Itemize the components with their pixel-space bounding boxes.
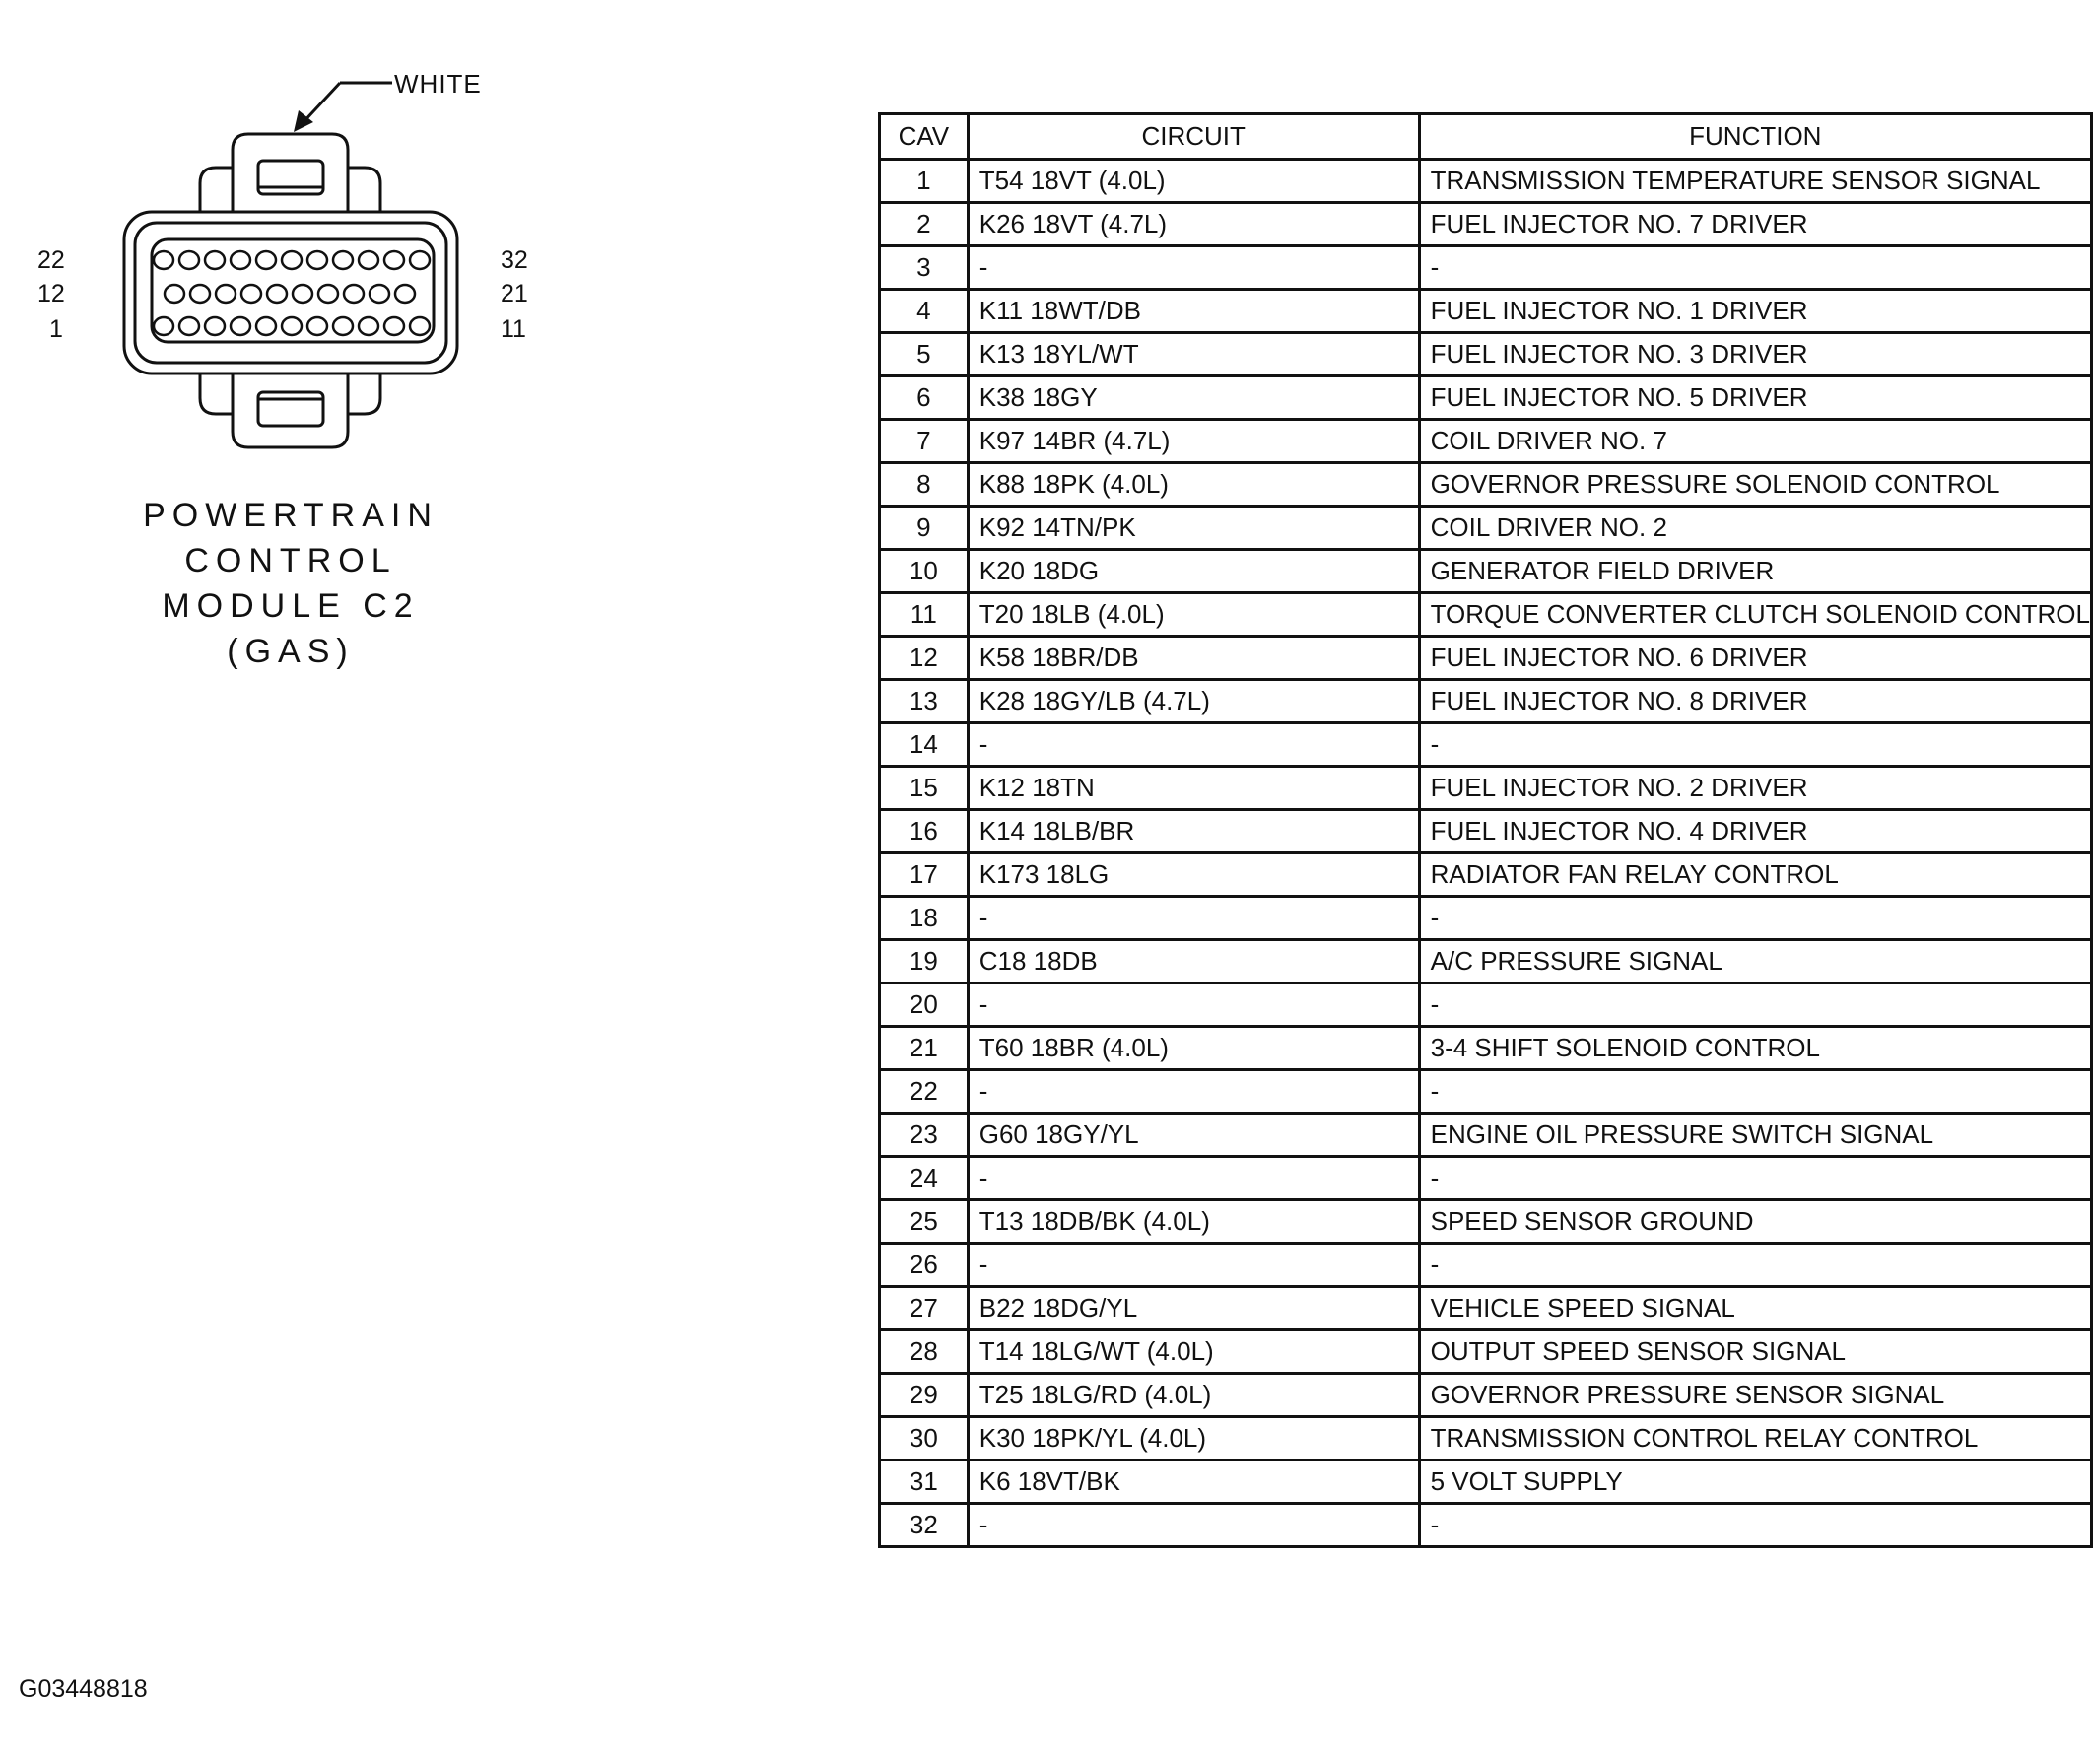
cav-cell: 3 xyxy=(880,246,969,290)
function-cell: - xyxy=(1419,1244,2091,1287)
cav-cell: 27 xyxy=(880,1287,969,1330)
function-cell: - xyxy=(1419,1504,2091,1547)
table-row xyxy=(880,376,2092,420)
table-row xyxy=(880,550,2092,593)
circuit-cell: - xyxy=(968,984,1419,1027)
function-cell: 5 VOLT SUPPLY xyxy=(1419,1460,2091,1504)
cavity-hole xyxy=(344,285,364,303)
function-cell: ENGINE OIL PRESSURE SWITCH SIGNAL xyxy=(1419,1114,2091,1157)
cav-cell: 15 xyxy=(880,767,969,810)
circuit-cell: T60 18BR (4.0L) xyxy=(968,1027,1419,1070)
table-row xyxy=(880,940,2092,984)
circuit-cell: C18 18DB xyxy=(968,940,1419,984)
pinout-table xyxy=(878,112,2093,1548)
cavity-hole xyxy=(282,317,302,335)
cav-cell: 22 xyxy=(880,1070,969,1114)
cavity-hole xyxy=(333,317,353,335)
cav-cell: 11 xyxy=(880,593,969,637)
function-cell: - xyxy=(1419,897,2091,940)
top-latch xyxy=(233,134,348,212)
table-row xyxy=(880,1504,2092,1547)
table-row xyxy=(880,767,2092,810)
function-cell: GENERATOR FIELD DRIVER xyxy=(1419,550,2091,593)
function-cell: TRANSMISSION TEMPERATURE SENSOR SIGNAL xyxy=(1419,160,2091,203)
table-row xyxy=(880,507,2092,550)
cavity-hole xyxy=(154,251,173,269)
cav-cell: 12 xyxy=(880,637,969,680)
function-cell: TORQUE CONVERTER CLUTCH SOLENOID CONTROL xyxy=(1419,593,2091,637)
circuit-cell: K11 18WT/DB xyxy=(968,290,1419,333)
circuit-cell: K88 18PK (4.0L) xyxy=(968,463,1419,507)
circuit-cell: K20 18DG xyxy=(968,550,1419,593)
cavity-hole xyxy=(307,317,327,335)
cav-cell: 6 xyxy=(880,376,969,420)
cav-cell: 26 xyxy=(880,1244,969,1287)
title-line-3: MODULE C2 xyxy=(162,587,420,625)
cav-cell: 23 xyxy=(880,1114,969,1157)
table-row xyxy=(880,853,2092,897)
function-cell: - xyxy=(1419,1070,2091,1114)
cavity-hole xyxy=(267,285,287,303)
title-line-4: (GAS) xyxy=(227,633,355,670)
function-cell: COIL DRIVER NO. 7 xyxy=(1419,420,2091,463)
function-cell: - xyxy=(1419,984,2091,1027)
circuit-cell: T20 18LB (4.0L) xyxy=(968,593,1419,637)
cav-cell: 10 xyxy=(880,550,969,593)
cavity-hole xyxy=(395,285,415,303)
cavity-hole xyxy=(333,251,353,269)
cav-cell: 25 xyxy=(880,1200,969,1244)
circuit-cell: K58 18BR/DB xyxy=(968,637,1419,680)
cav-cell: 32 xyxy=(880,1504,969,1547)
table-row xyxy=(880,1417,2092,1460)
cav-cell: 14 xyxy=(880,723,969,767)
header-function: FUNCTION xyxy=(1419,114,2091,160)
cav-cell: 7 xyxy=(880,420,969,463)
function-cell: GOVERNOR PRESSURE SOLENOID CONTROL xyxy=(1419,463,2091,507)
table-row xyxy=(880,333,2092,376)
cavity-hole xyxy=(216,285,236,303)
cav-cell: 29 xyxy=(880,1374,969,1417)
cav-cell: 19 xyxy=(880,940,969,984)
function-cell: FUEL INJECTOR NO. 7 DRIVER xyxy=(1419,203,2091,246)
cav-cell: 1 xyxy=(880,160,969,203)
table-row xyxy=(880,463,2092,507)
title-line-1: POWERTRAIN xyxy=(143,497,439,534)
cav-cell: 2 xyxy=(880,203,969,246)
table-row xyxy=(880,637,2092,680)
row-label-right-bottom: 11 xyxy=(501,315,526,343)
function-cell: GOVERNOR PRESSURE SENSOR SIGNAL xyxy=(1419,1374,2091,1417)
function-cell: TRANSMISSION CONTROL RELAY CONTROL xyxy=(1419,1417,2091,1460)
connector-body xyxy=(124,212,457,373)
function-cell: FUEL INJECTOR NO. 4 DRIVER xyxy=(1419,810,2091,853)
function-cell: OUTPUT SPEED SENSOR SIGNAL xyxy=(1419,1330,2091,1374)
circuit-cell: T25 18LG/RD (4.0L) xyxy=(968,1374,1419,1417)
table-row xyxy=(880,1157,2092,1200)
table-row xyxy=(880,246,2092,290)
function-cell: - xyxy=(1419,723,2091,767)
table-row xyxy=(880,420,2092,463)
cav-cell: 4 xyxy=(880,290,969,333)
function-cell: RADIATOR FAN RELAY CONTROL xyxy=(1419,853,2091,897)
row-label-left-middle: 12 xyxy=(37,280,65,307)
table-row xyxy=(880,1070,2092,1114)
table-row xyxy=(880,290,2092,333)
table-row xyxy=(880,897,2092,940)
cavity-hole xyxy=(384,317,404,335)
table-row xyxy=(880,1200,2092,1244)
function-cell: FUEL INJECTOR NO. 8 DRIVER xyxy=(1419,680,2091,723)
circuit-cell: B22 18DG/YL xyxy=(968,1287,1419,1330)
cavity-hole xyxy=(293,285,312,303)
callout-label: WHITE xyxy=(394,69,482,99)
table-row xyxy=(880,984,2092,1027)
cav-cell: 20 xyxy=(880,984,969,1027)
table-row xyxy=(880,1027,2092,1070)
cav-cell: 21 xyxy=(880,1027,969,1070)
cav-cell: 31 xyxy=(880,1460,969,1504)
cavity-hole xyxy=(205,317,225,335)
cav-cell: 24 xyxy=(880,1157,969,1200)
function-cell: FUEL INJECTOR NO. 5 DRIVER xyxy=(1419,376,2091,420)
circuit-cell: K28 18GY/LB (4.7L) xyxy=(968,680,1419,723)
table-row xyxy=(880,1244,2092,1287)
table-row xyxy=(880,1114,2092,1157)
circuit-cell: G60 18GY/YL xyxy=(968,1114,1419,1157)
cavity-hole xyxy=(359,317,378,335)
circuit-cell: T54 18VT (4.0L) xyxy=(968,160,1419,203)
cavity-hole xyxy=(231,251,250,269)
cavity-hole xyxy=(384,251,404,269)
cavity-hole xyxy=(318,285,338,303)
cavity-hole xyxy=(205,251,225,269)
function-cell: FUEL INJECTOR NO. 6 DRIVER xyxy=(1419,637,2091,680)
bottom-latch xyxy=(233,373,348,447)
circuit-cell: - xyxy=(968,1504,1419,1547)
cavity-hole xyxy=(282,251,302,269)
cav-cell: 18 xyxy=(880,897,969,940)
cavity-hole xyxy=(370,285,389,303)
cavity-hole xyxy=(410,317,430,335)
circuit-cell: T14 18LG/WT (4.0L) xyxy=(968,1330,1419,1374)
function-cell: SPEED SENSOR GROUND xyxy=(1419,1200,2091,1244)
cavity-hole xyxy=(256,251,276,269)
cavity-hole xyxy=(190,285,210,303)
circuit-cell: T13 18DB/BK (4.0L) xyxy=(968,1200,1419,1244)
circuit-cell: K173 18LG xyxy=(968,853,1419,897)
cav-cell: 13 xyxy=(880,680,969,723)
title-line-2: CONTROL xyxy=(184,542,397,579)
cavity-hole xyxy=(179,251,199,269)
circuit-cell: K97 14BR (4.7L) xyxy=(968,420,1419,463)
cavity-hole xyxy=(307,251,327,269)
cavity-hole xyxy=(241,285,261,303)
cavity-hole xyxy=(410,251,430,269)
cav-cell: 30 xyxy=(880,1417,969,1460)
connector-title xyxy=(128,493,453,674)
row-label-right-middle: 21 xyxy=(501,280,528,307)
circuit-cell: - xyxy=(968,897,1419,940)
cav-cell: 16 xyxy=(880,810,969,853)
header-circuit: CIRCUIT xyxy=(968,114,1419,160)
circuit-cell: - xyxy=(968,1244,1419,1287)
circuit-cell: K30 18PK/YL (4.0L) xyxy=(968,1417,1419,1460)
circuit-cell: K92 14TN/PK xyxy=(968,507,1419,550)
function-cell: 3-4 SHIFT SOLENOID CONTROL xyxy=(1419,1027,2091,1070)
table-row xyxy=(880,680,2092,723)
cavity-hole xyxy=(165,285,184,303)
function-cell: FUEL INJECTOR NO. 1 DRIVER xyxy=(1419,290,2091,333)
cavity-hole xyxy=(154,317,173,335)
circuit-cell: K14 18LB/BR xyxy=(968,810,1419,853)
cav-cell: 8 xyxy=(880,463,969,507)
cav-cell: 9 xyxy=(880,507,969,550)
row-label-left-top: 22 xyxy=(37,246,65,274)
function-cell: VEHICLE SPEED SIGNAL xyxy=(1419,1287,2091,1330)
table-row xyxy=(880,810,2092,853)
cavity-hole xyxy=(256,317,276,335)
table-row xyxy=(880,160,2092,203)
circuit-cell: - xyxy=(968,1157,1419,1200)
cav-cell: 17 xyxy=(880,853,969,897)
function-cell: - xyxy=(1419,1157,2091,1200)
table-row xyxy=(880,593,2092,637)
row-label-left-bottom: 1 xyxy=(49,315,63,343)
figure-id: G03448818 xyxy=(19,1675,148,1703)
cavity-hole xyxy=(179,317,199,335)
table-row xyxy=(880,1374,2092,1417)
function-cell: COIL DRIVER NO. 2 xyxy=(1419,507,2091,550)
function-cell: - xyxy=(1419,246,2091,290)
function-cell: FUEL INJECTOR NO. 2 DRIVER xyxy=(1419,767,2091,810)
cavity-hole xyxy=(359,251,378,269)
circuit-cell: K26 18VT (4.7L) xyxy=(968,203,1419,246)
table-row xyxy=(880,1460,2092,1504)
header-cav: CAV xyxy=(880,114,969,160)
circuit-cell: K6 18VT/BK xyxy=(968,1460,1419,1504)
function-cell: FUEL INJECTOR NO. 3 DRIVER xyxy=(1419,333,2091,376)
function-cell: A/C PRESSURE SIGNAL xyxy=(1419,940,2091,984)
circuit-cell: - xyxy=(968,1070,1419,1114)
table-row xyxy=(880,203,2092,246)
table-row xyxy=(880,1287,2092,1330)
circuit-cell: K12 18TN xyxy=(968,767,1419,810)
cav-cell: 5 xyxy=(880,333,969,376)
circuit-cell: K38 18GY xyxy=(968,376,1419,420)
cav-cell: 28 xyxy=(880,1330,969,1374)
circuit-cell: - xyxy=(968,246,1419,290)
table-row xyxy=(880,723,2092,767)
circuit-cell: K13 18YL/WT xyxy=(968,333,1419,376)
circuit-cell: - xyxy=(968,723,1419,767)
row-label-right-top: 32 xyxy=(501,246,528,274)
table-row xyxy=(880,1330,2092,1374)
table-header-row xyxy=(880,114,2092,160)
cavity-hole xyxy=(231,317,250,335)
